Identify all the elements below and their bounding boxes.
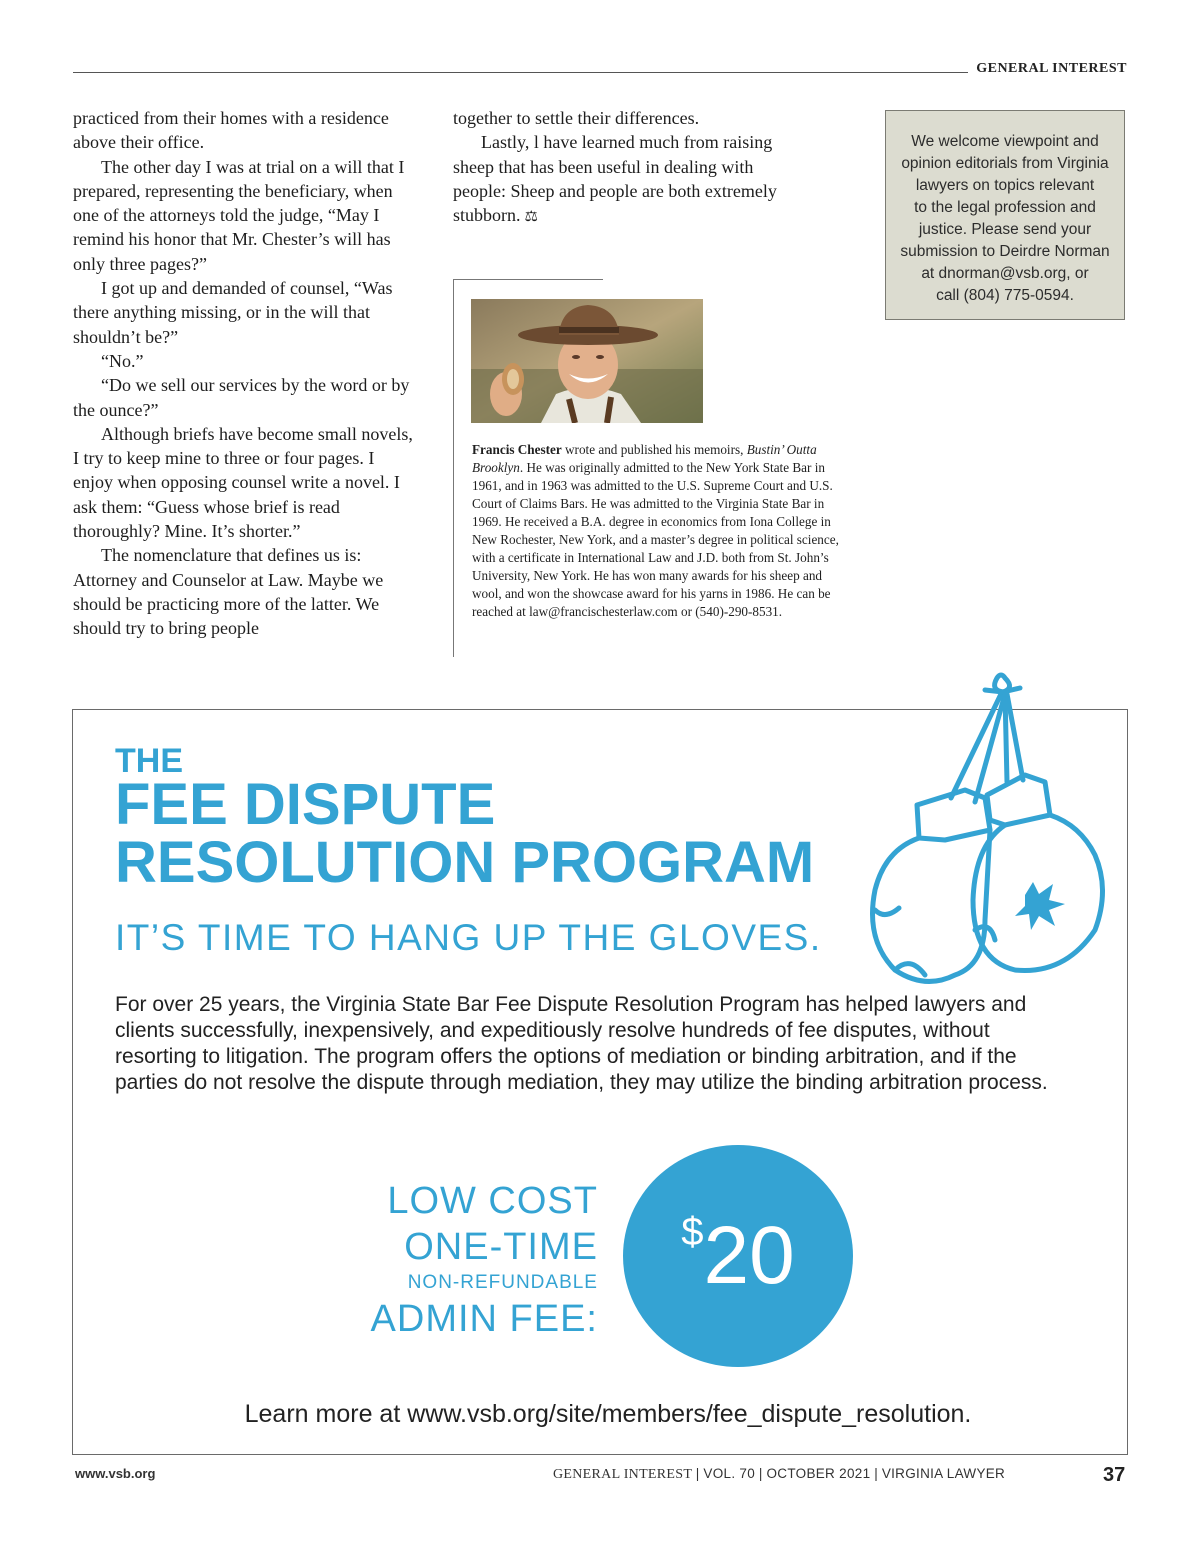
paragraph: “Do we sell our services by the word or by the ounce?” xyxy=(73,375,410,420)
sidebar-line: at dnorman@vsb.org, or xyxy=(921,265,1089,282)
fee-line: LOW COST xyxy=(387,1180,598,1222)
ad-title-line: FEE DISPUTE xyxy=(115,772,496,837)
page-number: 37 xyxy=(1103,1464,1126,1486)
sidebar-line: lawyers on topics relevant xyxy=(915,177,1095,194)
sidebar-line: opinion editorials from Virginia xyxy=(901,155,1109,172)
sidebar-line: to the legal profession and xyxy=(914,199,1096,216)
footer-date: OCTOBER 2021 xyxy=(766,1466,871,1481)
paragraph: Although briefs have become small novels, I try to keep mine to three or four pages. I enjoy when opposing counsel write a novel. I ask them: “Guess whose brief is read thoroughly? Mine. It’s shorter.” xyxy=(73,423,413,542)
fee-line: NON-REFUNDABLE xyxy=(407,1272,598,1293)
sidebar-line: submission to Deirdre Norman xyxy=(900,243,1110,260)
footer-issue-info xyxy=(553,1466,1005,1483)
paragraph: The nomenclature that defines us is: Attorney and Counselor at Law. Maybe we should be practicing more of the latter. We should try to bring people xyxy=(73,545,384,639)
author-photo xyxy=(471,299,703,423)
boxing-gloves-icon xyxy=(855,670,1115,1020)
bio-text: wrote and published his memoirs, xyxy=(561,442,747,457)
fee-price xyxy=(623,1145,853,1367)
footer-separator: | xyxy=(695,1466,700,1481)
fee-line: ADMIN FEE: xyxy=(370,1298,598,1340)
fee-amount: 20 xyxy=(703,1210,795,1301)
footer-volume: VOL. 70 xyxy=(703,1466,756,1481)
paragraph: “No.” xyxy=(101,350,144,371)
author-bio xyxy=(472,441,844,621)
ad-body: For over 25 years, the Virginia State Bar Fee Dispute Resolution Program has helped lawyers and clients successfully, inexpensively, and expeditiously resolve hundreds of fee disputes, without resorting to litigation. The program offers the options of mediation or binding arbitration, and if the parties do not resolve the dispute through mediation, they may utilize the binding arbitration process. xyxy=(115,993,1048,1094)
paragraph xyxy=(453,130,783,229)
article-column-2 xyxy=(453,106,783,229)
fee-label xyxy=(360,1178,598,1342)
sidebar-line: justice. Please send your xyxy=(918,221,1092,238)
footer-separator: | xyxy=(874,1466,879,1481)
scales-icon: ⚖ xyxy=(524,209,538,226)
bio-frame xyxy=(453,279,454,657)
header-rule xyxy=(73,72,968,73)
paragraph: The other day I was at trial on a will that I prepared, representing the beneficiary, when one of the attorneys told the judge, “May I remind his honor that Mr. Chester’s will has only three pages?” xyxy=(73,156,405,274)
paragraph-text: Lastly, l have learned much from raising sheep that has been useful in dealing with people: Sheep and people are both extremely stubborn. xyxy=(453,132,777,226)
ad-title-the: THE xyxy=(115,742,183,780)
ad-tagline: IT’S TIME TO HANG UP THE GLOVES. xyxy=(115,917,822,958)
paragraph: together to settle their differences. xyxy=(453,108,700,128)
footer-site-link[interactable]: www.vsb.org xyxy=(75,1466,156,1481)
section-label: GENERAL INTEREST xyxy=(976,61,1127,76)
ad-title-line: RESOLUTION PROGRAM xyxy=(115,830,815,895)
editorial-sidebar xyxy=(885,110,1125,320)
fee-line: ONE-TIME xyxy=(404,1226,598,1268)
footer-publication: VIRGINIA LAWYER xyxy=(881,1466,1006,1481)
footer-section: GENERAL INTEREST xyxy=(553,1467,692,1482)
sidebar-line: We welcome viewpoint and xyxy=(911,133,1099,150)
bio-text: . He was originally admitted to the New York State Bar in 1961, and in 1963 was admitted to the U.S. Supreme Court and U.S. Court of Claims Bars. He was admitted to the Virginia State Bar in 1969. He received a B.A. degree in economics from Iona College in New Rochester, New York, and a master’s degree in political science, with a certificate in International Law and J.D. both from St. John’s University, New York. He has won many awards for his sheep and wool, and won the showcase award for his yarns in 1986. He can be reached at law@francischesterlaw.com or (540)-290-8531. xyxy=(472,460,839,619)
book-title: Bustin’ Outta Brooklyn xyxy=(472,442,817,475)
paragraph: I got up and demanded of counsel, “Was there anything missing, or in the will that shouldn’t be?” xyxy=(73,278,393,347)
author-name: Francis Chester xyxy=(472,442,562,457)
paragraph: practiced from their homes with a residence above their office. xyxy=(73,108,389,153)
bio-frame xyxy=(453,279,603,280)
fee-currency: $ xyxy=(681,1210,704,1254)
ad-learn-more-link[interactable]: Learn more at www.vsb.org/site/members/fee_dispute_resolution. xyxy=(244,1400,972,1428)
ad-title xyxy=(115,772,815,895)
article-column-1 xyxy=(73,106,418,641)
sidebar-line: call (804) 775-0594. xyxy=(936,287,1074,304)
footer-separator: | xyxy=(758,1466,763,1481)
